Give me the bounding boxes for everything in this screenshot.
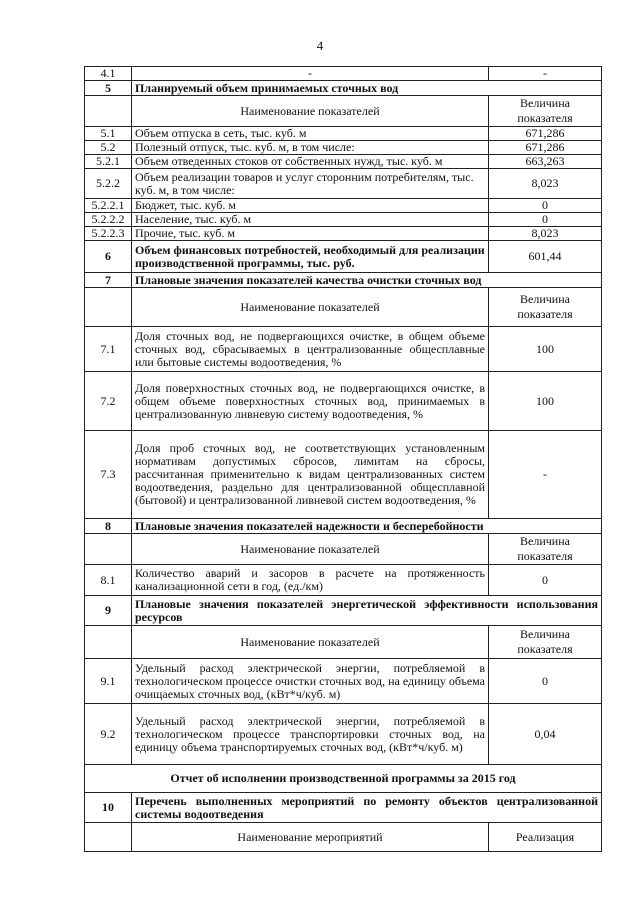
row-number: 5.2: [85, 141, 132, 155]
row-number: 9.2: [85, 704, 132, 765]
name-column-header: Наименование мероприятий: [132, 823, 489, 852]
section-title: Планируемый объем принимаемых сточных вод: [132, 81, 602, 96]
table-row: [85, 327, 602, 372]
name-column-header: Наименование показателей: [132, 626, 489, 659]
row-text: Удельный расход электрической энергии, потребляемой в технологическом процессе очистки сточных вод, на единицу объема очищаемых сточных вод, (кВт*ч/куб. м): [132, 659, 489, 704]
row-value: 671,286: [489, 127, 602, 141]
row-value: -: [489, 431, 602, 519]
table-row: [85, 227, 602, 241]
column-header-row: [85, 823, 602, 852]
row-text: Бюджет, тыс. куб. м: [132, 199, 489, 213]
name-column-header: Наименование показателей: [132, 96, 489, 127]
row-value: 8,023: [489, 227, 602, 241]
row-text: Объем отпуска в сеть, тыс. куб. м: [132, 127, 489, 141]
section-row: [85, 596, 602, 626]
section-number: 8: [85, 519, 132, 534]
row-text: Полезный отпуск, тыс. куб. м, в том числе:: [132, 141, 489, 155]
section-number: 5: [85, 81, 132, 96]
section-row: [85, 81, 602, 96]
row-number: 5.2.2.2: [85, 213, 132, 227]
row-number: 5.2.2: [85, 169, 132, 199]
row-number: 9.1: [85, 659, 132, 704]
value-column-header: Реализация: [489, 823, 602, 852]
production-program-table: [84, 66, 602, 852]
table-row: [85, 704, 602, 765]
row-value: 0: [489, 659, 602, 704]
section-number: 10: [85, 793, 132, 823]
section-title: Плановые значения показателей надежности и бесперебойности: [132, 519, 602, 534]
row-value: 0: [489, 565, 602, 596]
row-number: 5.2.1: [85, 155, 132, 169]
row-text: Количество аварий и засоров в расчете на протяженность канализационной сети в год, (ед./км): [132, 565, 489, 596]
row-number: 6: [85, 241, 132, 273]
row-number: 8.1: [85, 565, 132, 596]
section-title: Плановые значения показателей качества очистки сточных вод: [132, 273, 602, 288]
column-header-row: [85, 288, 602, 327]
section-row: [85, 519, 602, 534]
table-row: [85, 199, 602, 213]
table-row: [85, 213, 602, 227]
table-row: [85, 241, 602, 273]
row-text: -: [132, 67, 489, 81]
row-value: 671,286: [489, 141, 602, 155]
table-row: [85, 141, 602, 155]
table-row: [85, 565, 602, 596]
table-row: [85, 169, 602, 199]
column-header-row: [85, 96, 602, 127]
row-number: 4.1: [85, 67, 132, 81]
section-row: [85, 793, 602, 823]
section-number: 7: [85, 273, 132, 288]
table-row: [85, 155, 602, 169]
row-text: Население, тыс. куб. м: [132, 213, 489, 227]
table-row: [85, 67, 602, 81]
table-row: [85, 127, 602, 141]
section-title: Перечень выполненных мероприятий по ремонту объектов централизованной системы водоотведения: [132, 793, 602, 823]
row-text: Доля поверхностных сточных вод, не подвергающихся очистке, в общем объеме поверхностных сточных вод, принимаемых в централизованную ливневую систему водоотведения, %: [132, 372, 489, 431]
row-value: 0,04: [489, 704, 602, 765]
row-text: Удельный расход электрической энергии, потребляемой в технологическом процессе транспортировки сточных вод, на единицу объема транспортируемых сточных вод, (кВт*ч/куб. м): [132, 704, 489, 765]
name-column-header: Наименование показателей: [132, 288, 489, 327]
column-header-row: [85, 626, 602, 659]
row-value: 0: [489, 213, 602, 227]
row-number: 5.2.2.1: [85, 199, 132, 213]
table-row: [85, 372, 602, 431]
row-value: -: [489, 67, 602, 81]
value-column-header: Величина показателя: [489, 534, 602, 565]
row-text: Объем отведенных стоков от собственных нужд, тыс. куб. м: [132, 155, 489, 169]
report-title: Отчет об исполнении производственной программы за 2015 год: [85, 765, 602, 793]
row-value: 100: [489, 327, 602, 372]
row-number: 5.1: [85, 127, 132, 141]
value-column-header: Величина показателя: [489, 96, 602, 127]
row-number: 7.1: [85, 327, 132, 372]
section-number: 9: [85, 596, 132, 626]
row-text: Доля сточных вод, не подвергающихся очистке, в общем объеме сточных вод, сбрасываемых в централизованные общесплавные или бытовые системы водоотведения, %: [132, 327, 489, 372]
row-value: 100: [489, 372, 602, 431]
section-title: Плановые значения показателей энергетической эффективности использования ресурсов: [132, 596, 602, 626]
row-number: 7.2: [85, 372, 132, 431]
row-number: 5.2.2.3: [85, 227, 132, 241]
row-text: Объем финансовых потребностей, необходимый для реализации производственной программы, тыс. руб.: [132, 241, 489, 273]
report-header-row: [85, 765, 602, 793]
row-value: 663,263: [489, 155, 602, 169]
row-text: Прочие, тыс. куб. м: [132, 227, 489, 241]
section-row: [85, 273, 602, 288]
row-value: 0: [489, 199, 602, 213]
value-column-header: Величина показателя: [489, 288, 602, 327]
value-column-header: Величина показателя: [489, 626, 602, 659]
name-column-header: Наименование показателей: [132, 534, 489, 565]
page-number: 4: [316, 38, 324, 53]
row-text: Объем реализации товаров и услуг сторонним потребителям, тыс. куб. м, в том числе:: [132, 169, 489, 199]
row-value: 8,023: [489, 169, 602, 199]
table-row: [85, 431, 602, 519]
table-row: [85, 659, 602, 704]
column-header-row: [85, 534, 602, 565]
row-text: Доля проб сточных вод, не соответствующих установленным нормативам допустимых сбросов, лимитам на сбросы, рассчитанная применительно к видам централизованных систем водоотведения, раздельно для централизованной общесплавной (бытовой) и централизованной ливневой систем водоотведения, %: [132, 431, 489, 519]
row-value: 601,44: [489, 241, 602, 273]
row-number: 7.3: [85, 431, 132, 519]
